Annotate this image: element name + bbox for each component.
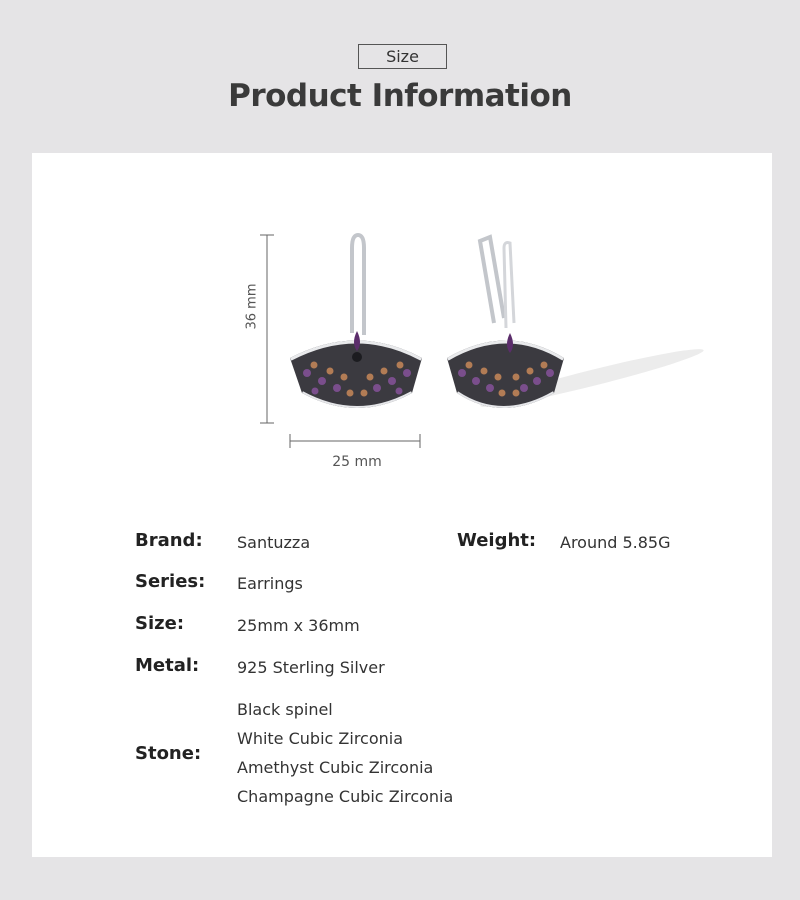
brand-value: Santuzza	[237, 533, 311, 552]
height-dimension-line	[260, 235, 274, 423]
stone-item: Black spinel	[237, 700, 333, 719]
height-dimension-label: 36 mm	[244, 283, 260, 330]
size-label: Size:	[135, 613, 185, 634]
stone-list	[237, 699, 453, 815]
series-value: Earrings	[237, 574, 303, 593]
series-label: Series:	[135, 571, 206, 592]
left-earring	[290, 235, 422, 408]
size-value: 25mm x 36mm	[237, 616, 360, 635]
weight-value: Around 5.85G	[560, 533, 671, 552]
metal-label: Metal:	[135, 655, 200, 676]
earrings-figure	[32, 153, 772, 493]
right-earring	[447, 237, 564, 408]
width-dimension-label: 25 mm	[332, 454, 382, 470]
weight-label: Weight:	[457, 530, 537, 551]
stone-label: Stone:	[135, 743, 202, 764]
product-card	[32, 153, 772, 857]
brand-label: Brand:	[135, 530, 203, 551]
stone-item: Champagne Cubic Zirconia	[237, 787, 454, 806]
stone-item: Amethyst Cubic Zirconia	[237, 758, 434, 777]
size-tag: Size	[358, 44, 447, 69]
page-title: Product Information	[228, 78, 572, 114]
width-dimension-line	[290, 434, 420, 448]
metal-value: 925 Sterling Silver	[237, 658, 385, 677]
stone-item: White Cubic Zirconia	[237, 729, 404, 748]
